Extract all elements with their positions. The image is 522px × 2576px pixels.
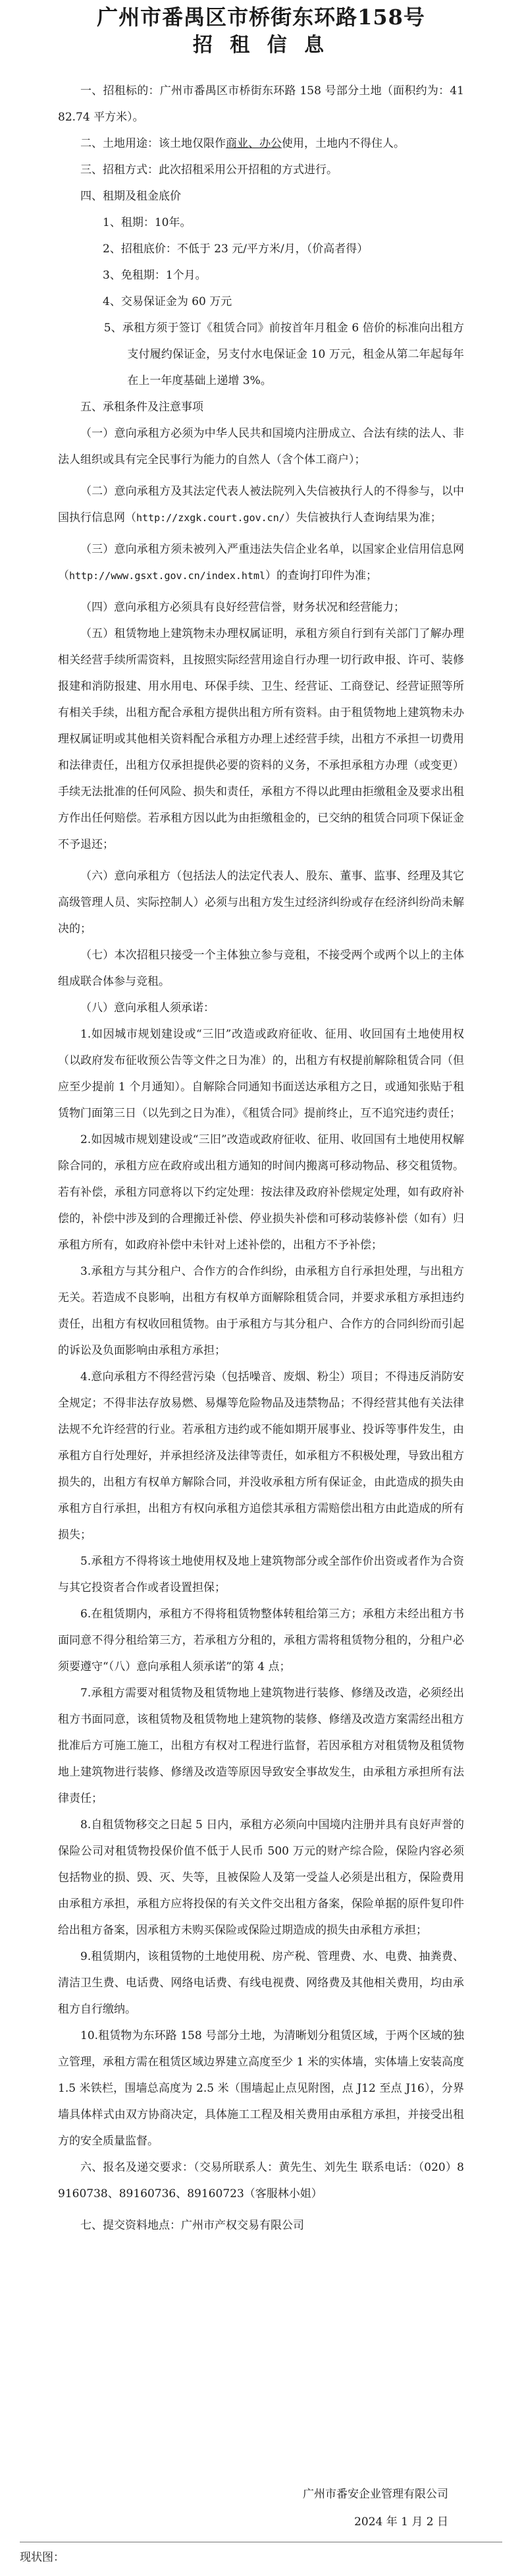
s2-prefix: 二、土地用途：该土地仅限作: [80, 137, 226, 150]
promise-4: 4.意向承租方不得经营污染（包括噪音、废烟、粉尘）项目；不得违反消防安全规定；不得非法存放易燃、易爆等危险物品及违禁物品；不得经营其他有关法律法规不允许经营的行业。若承租方违约或不能如期开展事业、投诉等事件发生，由承租方自行处理好，并承担经济及法律等责任，如承租方不积极处理，导致出租方损失的，出租方有权单方解除合同，并没收承租方所有保证金，由此造成的损失由承租方自行承担，出租方有权向承租方追偿其承租方需赔偿出租方由此造成的所有损失；: [58, 1370, 464, 1542]
s1-prefix: 一、招租标的：广州市番禺区市桥街东环路 158 号部分土地（面积约为：: [80, 84, 450, 98]
section-7-location: 七、提交资料地点：广州市产权交易有限公司: [80, 2219, 304, 2232]
footer-status-label: 现状图：: [20, 2551, 65, 2564]
promise-2: 2.如因城市规划建设或“三旧”改造或政府征收、征用、收回国有土地使用权解除合同的，承租方应在政府或出租方通知的时间内搬离可移动物品、移交租赁物。若有补偿，承租方同意将以下约定处理：按法律及政府补偿规定处理，如有政府补偿的，补偿中涉及到的合理搬迁补偿、停业损失补偿和可移动装修补偿（如有）归承租方所有，如政府补偿中未针对上述补偿的，出租方不予补偿；: [58, 1133, 464, 1252]
s1-area: 4182.74 平方米: [58, 84, 464, 124]
section-3-method: 三、招租方式：此次招租采用公开招租的方式进行。: [80, 163, 338, 177]
gsxt-url-link[interactable]: http://www.gsxt.gov.cn/index.html: [69, 570, 266, 582]
c3-text-a: （三）意向承租方须未被列入严重违法失信企业名单，以国家企业信用信息网（: [58, 543, 464, 582]
promise-3: 3.承租方与其分租户、合作方的合作纠纷，由承租方自行承担处理，与出租方无关。若造成不良影响，出租方有权单方面解除租赁合同，并要求承租方承担违约责任，出租方有权收回租赁物。由于承租方与其分租户、合作方的合同纠纷而引起的诉讼及负面影响由承租方承担；: [58, 1265, 464, 1357]
promise-5: 5.承租方不得将该土地使用权及地上建筑物部分或全部作价出资或者作为合资与其它投资者合作或者设置担保；: [58, 1555, 464, 1594]
section-4-item-3: 3、免租期：1个月。: [103, 269, 207, 282]
condition-3: [58, 536, 464, 589]
section-4-item-4: 4、交易保证金为 60 万元: [103, 295, 232, 308]
promise-9: 9.租赁期内，该租赁物的土地使用税、房产税、管理费、水、电费、抽粪费、清洁卫生费、电话费、网络电话费、有线电视费、网络费及其他相关费用，均由承租方自行缴纳。: [58, 1950, 464, 2016]
c2-text-a: （二）意向承租方及其法定代表人被法院列入失信被执行人的不得参与，以中国执行信息网（: [58, 485, 464, 524]
condition-1: （一）意向承租方必须为中华人民共和国境内注册成立、合法有续的法人、非法人组织或具有完全民事行为能力的自然人（含个体工商户）；: [58, 427, 464, 466]
section-4-heading: 四、租期及租金底价: [80, 190, 181, 203]
promise-8: 8.自租赁物移交之日起 5 日内，承租方必须向中国境内注册并具有良好声誉的保险公司对租赁物投保价值不低于人民币 500 万元的财产综合险，保险内容必须包括物业的损、毁、灭、失等，且被保险人及第一受益人必须是出租方，保险费用由承租方承担，承租方应将投保的有关文件交出租方备案，保险单据的原件复印件给出租方备案，因承租方未购买保险或保险过期造成的损失由承租方承担；: [58, 1818, 464, 1937]
s2-use: 商业、办公: [226, 137, 282, 150]
condition-7: （七）本次招租只接受一个主体独立参与竞租，不接受两个或两个以上的主体组成联合体参与竞租。: [58, 949, 464, 988]
s2-suffix: 使用，土地内不得住人。: [282, 137, 405, 150]
section-4-item-2: 2、招租底价：不低于 23 元/平方米/月，（价高者得）: [103, 242, 369, 256]
promise-7: 7.承租方需要对租赁物及租赁物地上建筑物进行装修、修缮及改造，必须经出租方书面同意，该租赁物及租赁物地上建筑物的装修、修缮及改造方案需经出租方批准后方可施工施工，出租方有权对工程进行监督，若因承租方对租赁物及租赁物地上建筑物进行装修、修缮及改造等原因导致安全事故发生，由承租方承担所有法律责任；: [58, 1687, 464, 1805]
condition-5: （五）租赁物地上建筑物未办理权属证明，承租方须自行到有关部门了解办理相关经营手续所需资料，且按照实际经营用途自行办理一切行政申报、许可、装修报建和消防报建、用水用电、环保手续、卫生、经营证、工商登记、经营证照等所有相关手续，出租方配合承租方提供出租方所有资料。由于租赁物地上建筑物未办理权属证明或其他相关资料配合承租方办理上述经营手续，出租方不承担一切费用和法律责任，出租方仅承担提供必要的资料的义务，不承担承租方办理（或变更）手续无法批准的任何风险、损失和责任，承租方不得以此理由拒缴租金及要求出租方作出任何赔偿。若承租方因以此为由拒缴租金的，已交纳的租赁合同项下保证金不予退还；: [58, 627, 464, 851]
section-4-item-5: 5、承租方须于签订《租赁合同》前按首年月租金 6 倍价的标准向出租方支付履约保证金，另支付水电保证金 10 万元，租金从第二年起每年在上一年度基础上递增 3%。: [103, 322, 464, 387]
doc-subtitle: 招 租 信 息: [192, 34, 330, 57]
section-2-use: [58, 130, 464, 157]
promise-10: 10.租赁物为东环路 158 号部分土地，为清晰划分租赁区域，于两个区域的独立管理，承租方需在租赁区域边界建立高度至少 1 米的实体墙，实体墙上安装高度 1.5 米铁栏，围墙总高度为 2.5 米（围墙起止点见附图，点 J12 至点 J16），分界墙具体样式由双方协商决定，具体施工工程及相关费用由承租方承担，并接受出租方的安全质量监督。: [58, 2029, 464, 2148]
condition-6: （六）意向承租方（包括法人的法定代表人、股东、董事、监事、经理及其它高级管理人员、实际控制人）必须与出租方发生过经济纠纷或存在经济纠纷尚未解决的；: [58, 870, 464, 936]
condition-4: （四）意向承租方必须具有良好经营信誉，财务状况和经营能力；: [80, 601, 405, 614]
s1-suffix: ）。: [127, 111, 144, 124]
signature-company: 广州市番安企业管理有限公司: [303, 2488, 448, 2501]
signature-date: 2024 年 1 月 2 日: [354, 2515, 448, 2529]
promise-6: 6.在租赁期内，承租方不得将租赁物整体转租给第三方；承租方未经出租方书面同意不得分租给第三方，若承租方分租的，承租方需将租赁物分租的，分租户必须要遵守“（八）意向承租人须承诺”的第 4 点；: [58, 1608, 464, 1673]
section-4-item-1: 1、租期：10年。: [103, 216, 192, 229]
court-url-link[interactable]: http://zxgk.court.gov.cn/: [136, 512, 285, 524]
c3-text-b: ）的查询打印件为准；: [265, 569, 378, 582]
section-1-target: [58, 78, 464, 130]
section-6-registration: 六、报名及递交要求：（交易所联系人：黄先生、刘先生 联系电话：（020）89160738、89160736、89160723（客服林小姐）: [58, 2161, 464, 2200]
promise-1: 1.如因城市规划建设或“三旧”改造或政府征收、征用、收回国有土地使用权（以政府发布征收预公告等文件之日为准）的，出租方有权提前解除租赁合同（但应至少提前 1 个月通知）。自解除合同通知书面送达承租方之日，或通知张贴于租赁物门面第三日（以先到之日为准），《租赁合同》提前终止，互不追究违约责任；: [58, 1028, 464, 1120]
condition-8: （八）意向承租人须承诺：: [80, 1001, 215, 1015]
condition-2: [58, 478, 464, 531]
doc-title: 广州市番禺区市桥街东环路158号: [97, 5, 425, 30]
c2-text-b: ）失信被执行人查询结果为准；: [284, 511, 442, 524]
section-5-heading: 五、承租条件及注意事项: [80, 401, 203, 414]
